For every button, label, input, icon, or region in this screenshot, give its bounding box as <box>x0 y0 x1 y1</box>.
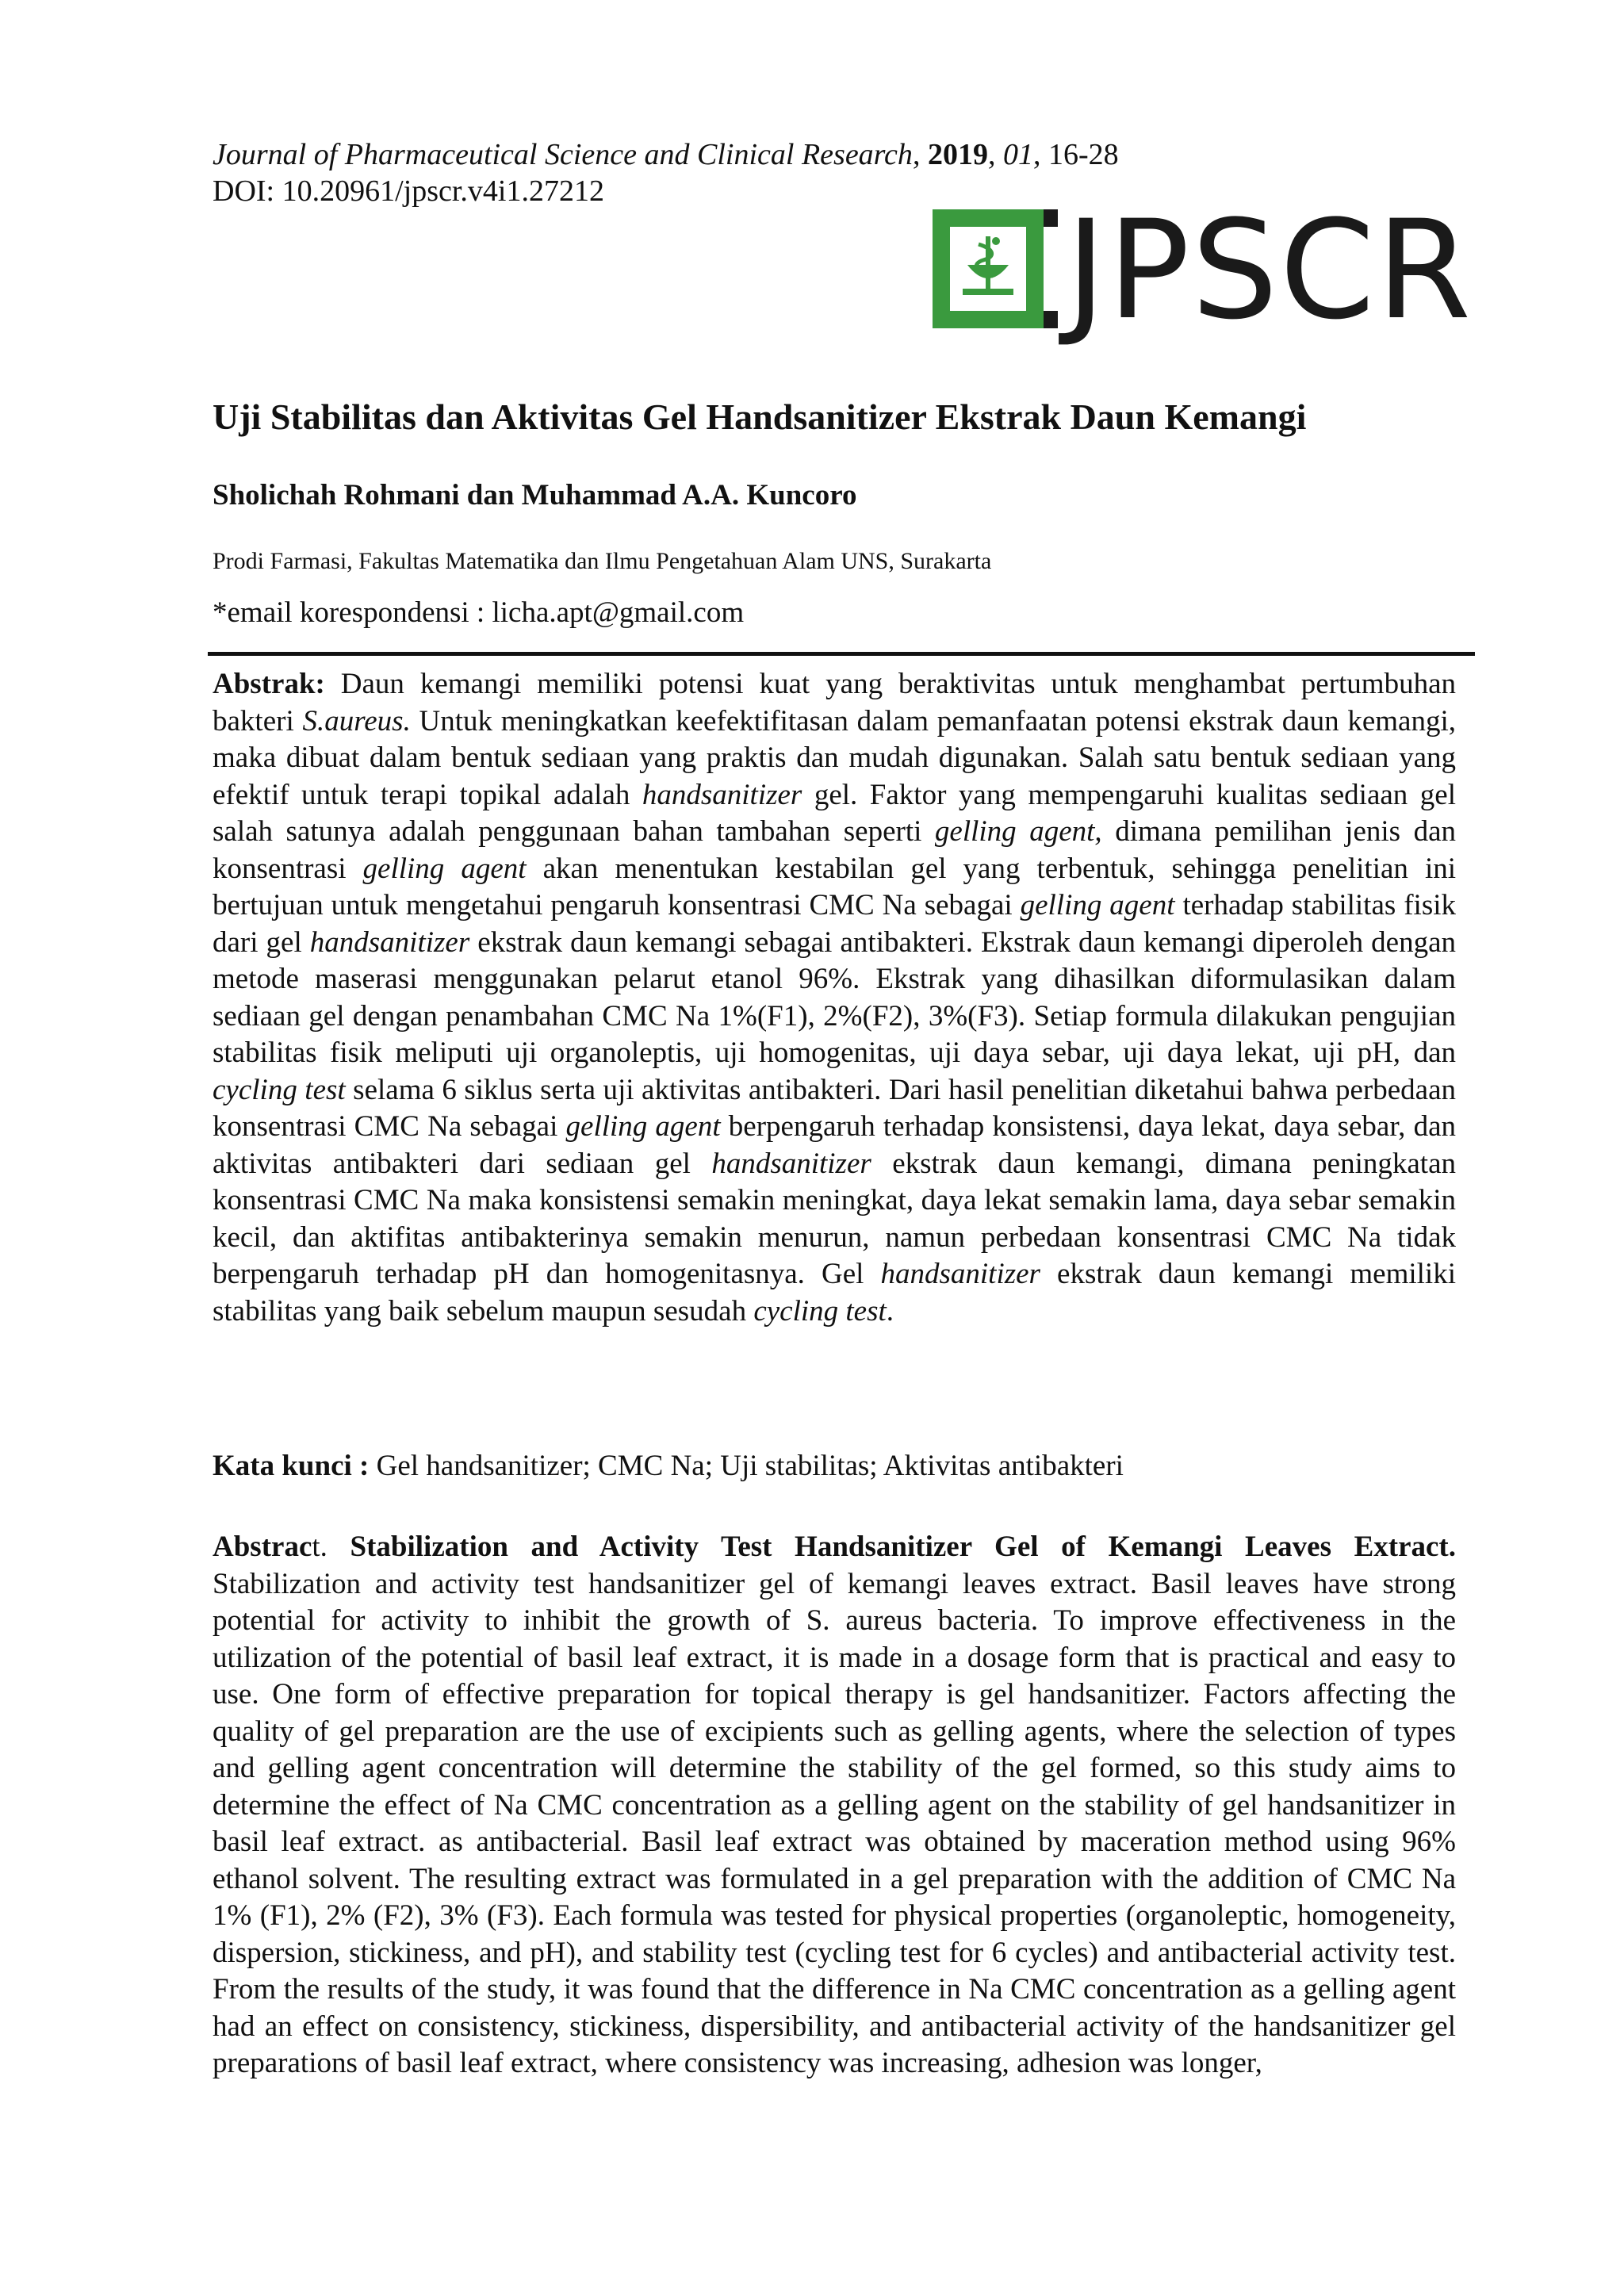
abstrak-emphasis: gelling agent <box>565 1110 721 1143</box>
keywords-label: Kata kunci : <box>213 1450 370 1482</box>
abstract-text: Stabilization and activity test handsanitizer gel of kemangi leaves extract. Basil leaves have strong potential for activity to inhibit the growth of S. aureus bacteria. To improve effectiveness in the utilization of the potential of basil leaf extract, it is made in a dosage form that is practical and easy to use. One form of effective preparation for topical therapy is gel handsanitizer. Factors affecting the quality of gel preparation are the use of excipients such as gelling agents, where the selection of types and gelling agent concentration will determine the stability of the gel formed, so this study aims to determine the effect of Na CMC concentration as a gelling agent on the stability of gel handsanitizer in basil leaf extract. as antibacterial. Basil leaf extract was obtained by maceration method using 96% ethanol solvent. The resulting extract was formulated in a gel preparation with the addition of CMC Na 1% (F1), 2% (F2), 3% (F3). Each formula was tested for physical properties (organoleptic, homogeneity, dispersion, stickiness, and pH), and stability test (cycling test for 6 cycles) and antibacterial activity test. From the results of the study, it was found that the difference in Na CMC concentration as a gelling agent had an effect on consistency, stickiness, dispersibility, and antibacterial activity of the handsanitizer gel preparations of basil leaf extract, where consistency was increasing, adhesion was longer, <box>213 1567 1456 2079</box>
abstrak-emphasis: handsanitizer <box>642 778 802 811</box>
abstrak-text: selama 6 siklus serta uji aktivitas antibakteri. Dari hasil penelitian diketahui bahwa perbedaan konsentrasi CMC Na sebagai <box>213 1073 1456 1143</box>
author-affiliation: Prodi Farmasi, Fakultas Matematika dan Ilmu Pengetahuan Alam UNS, Surakarta <box>213 548 992 574</box>
correspondence-email: *email korespondensi : licha.apt@gmail.com <box>213 596 745 629</box>
abstrak-emphasis: handsanitizer <box>711 1147 871 1180</box>
keywords-paragraph <box>213 1448 1456 1485</box>
abstrak-emphasis: gelling agent, <box>934 815 1102 848</box>
journal-pages: 16-28 <box>1048 138 1119 171</box>
article-authors: Sholichah Rohmani dan Muhammad A.A. Kuncoro <box>213 479 857 511</box>
abstrak-emphasis: gelling agent <box>1020 889 1175 921</box>
logo-text: JPSCR <box>1066 190 1473 350</box>
doi: DOI: 10.20961/jpscr.v4i1.27212 <box>213 174 604 208</box>
abstrak-text: terhadap stabilitas fisik dari gel <box>213 889 1456 959</box>
abstrak-text: ekstrak daun kemangi, dimana peningkatan konsentrasi CMC Na maka konsistensi semakin meningkat, daya lekat semakin lama, daya sebar semakin kecil, dan aktifitas antibakterinya semakin menurun, namun perbedaan konsentrasi CMC Na tidak berpengaruh terhadap pH dan homogenitasnya. Gel <box>213 1147 1456 1290</box>
journal-citation: Journal of Pharmaceutical Science and Clinical Research, 2019, 01, 16-28 <box>213 138 1119 171</box>
abstrak-label: Abstrak: <box>213 668 325 700</box>
abstrak-text: ekstrak daun kemangi sebagai antibakteri. Ekstrak daun kemangi diperoleh dengan metode maserasi menggunakan pelarut etanol 96%. Ekstrak yang dihasilkan diformulasikan dalam sediaan gel dengan penambahan CMC Na 1%(F1), 2%(F2), 3%(F3). Setiap formula dilakukan pengujian stabilitas fisik meliputi uji organoleptis, uji homogenitas, uji daya sebar, uji daya lekat, uji pH, dan <box>213 925 1456 1069</box>
journal-year: 2019 <box>927 138 988 171</box>
abstrak-emphasis: S.aureus. <box>302 704 411 738</box>
abstrak-paragraph <box>213 666 1456 1330</box>
journal-name: Journal of Pharmaceutical Science and Clinical Research <box>213 138 913 171</box>
abstrak-emphasis: cycling test <box>753 1294 887 1328</box>
abstrak-text: dimana pemilihan jenis dan konsentrasi <box>213 815 1457 885</box>
journal-issue: 01 <box>1002 138 1033 171</box>
abstrak-text: akan menentukan kestabilan gel yang terbentuk, sehingga penelitian ini bertujuan untuk mengetahui pengaruh konsentrasi CMC Na sebagai <box>213 852 1456 921</box>
abstrak-emphasis: cycling test <box>213 1073 346 1106</box>
article-title: Uji Stabilitas dan Aktivitas Gel Handsanitizer Ekstrak Daun Kemangi <box>213 397 1307 437</box>
keywords-text: Gel handsanitizer; CMC Na; Uji stabilitas; Aktivitas antibakteri <box>369 1450 1124 1482</box>
abstract-heading: Stabilization and Activity Test Handsanitizer Gel of Kemangi Leaves Extract. <box>327 1531 1456 1563</box>
abstract-label: Abstrac <box>213 1531 312 1563</box>
abstrak-text: gel. Faktor yang mempengaruhi kualitas sediaan gel salah satunya adalah penggunaan bahan tambahan seperti <box>213 778 1456 848</box>
header-divider <box>208 652 1475 656</box>
abstrak-emphasis: handsanitizer <box>880 1258 1040 1290</box>
abstrak-text: ekstrak daun kemangi memiliki stabilitas yang baik sebelum maupun sesudah <box>213 1258 1456 1328</box>
jpscr-logo <box>933 190 1473 350</box>
abstrak-text: Daun kemangi memiliki potensi kuat yang beraktivitas untuk menghambat pertumbuhan bakteri <box>213 668 1456 738</box>
abstrak-emphasis: handsanitizer <box>309 925 470 959</box>
abstrak-text: Untuk meningkatkan keefektifitasan dalam pemanfaatan potensi ekstrak daun kemangi, maka dibuat dalam bentuk sediaan yang praktis dan mudah digunakan. Salah satu bentuk sediaan yang efektif untuk terapi topikal adalah <box>213 704 1457 811</box>
abstrak-emphasis: gelling agent <box>362 852 527 885</box>
abstract-label-tail: t. <box>312 1531 327 1563</box>
pharmacy-bowl-icon <box>933 209 1058 328</box>
abstrak-text: . <box>886 1294 894 1328</box>
abstrak-text: berpengaruh terhadap konsistensi, daya lekat, daya sebar, dan aktivitas antibakteri dari sediaan gel <box>213 1110 1456 1180</box>
abstract-english-paragraph <box>213 1529 1456 2082</box>
